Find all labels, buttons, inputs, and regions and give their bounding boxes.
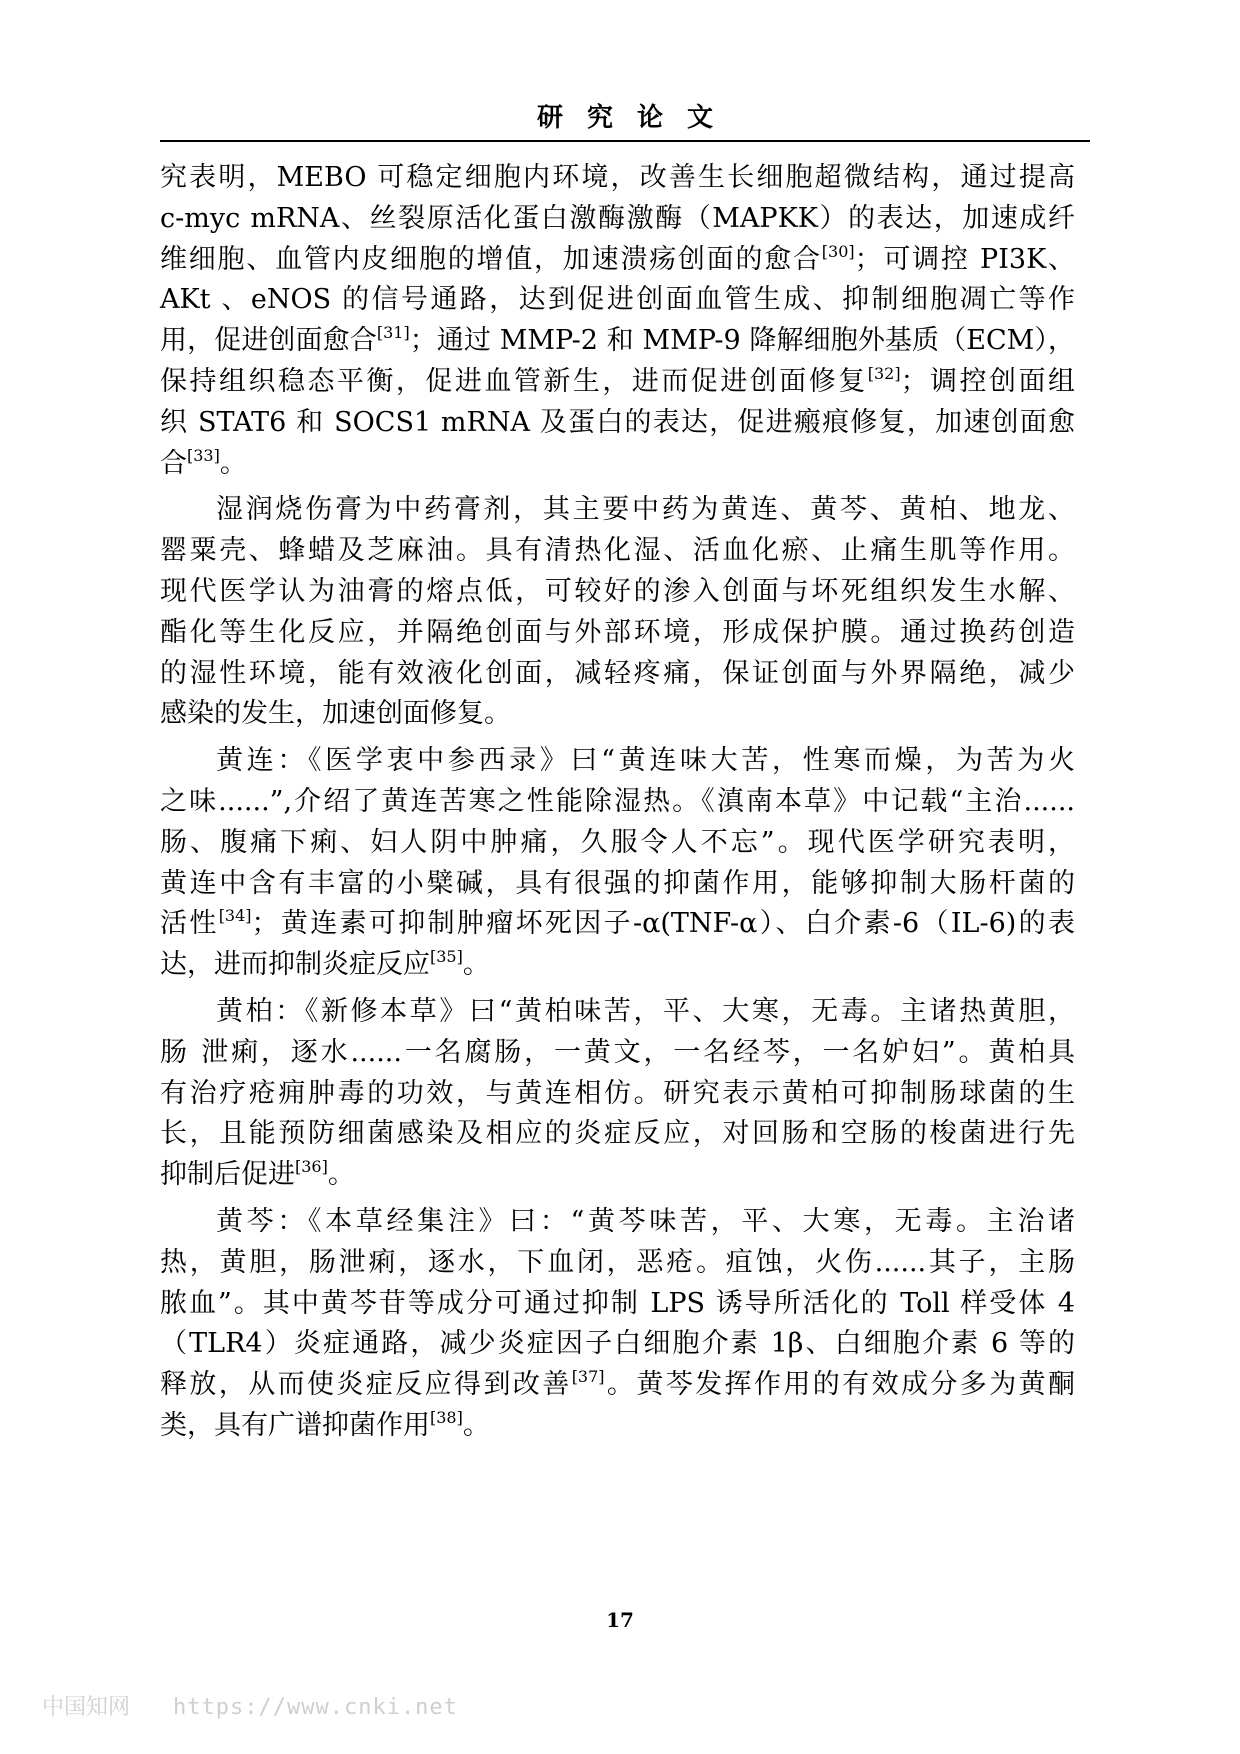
text-run: 感染的发生，加速创面修复。 (160, 698, 511, 730)
text-run: 。 (219, 447, 247, 479)
text-line (160, 782, 1075, 823)
text-line (160, 572, 1075, 613)
text-line (160, 1324, 1075, 1365)
text-run: 黄连：《医学衷中参西录》曰“黄连味大苦，性寒而燥，为苦为火 (216, 745, 1075, 777)
running-header-title: 研究论文 (536, 103, 737, 133)
text-line (160, 1365, 1075, 1406)
running-header (160, 98, 1090, 142)
text-run: 。 (462, 949, 490, 981)
text-run: 究表明，MEBO 可稳定细胞内环境，改善生长细胞超微结构，通过提高 (160, 162, 1075, 193)
text-run: ；可调控 PI3K、 (854, 243, 1076, 275)
text-run: 罂粟壳、蜂蜡及芝麻油。具有清热化湿、活血化瘀、止痛生肌等作用。 (160, 535, 1075, 567)
text-line (160, 240, 1075, 281)
citation-ref: [36] (295, 1157, 328, 1177)
text-run: 有治疗疮痈肿毒的功效，与黄连相仿。研究表示黄柏可抑制肠球菌的生 (160, 1077, 1075, 1109)
text-run: 热，黄胆，肠泄痢，逐水，下血闭，恶疮。疽蚀，火伤......其子，主肠 (160, 1246, 1075, 1278)
text-run: 用，促进创面愈合 (160, 325, 377, 357)
text-line (160, 1074, 1075, 1115)
text-run: 肠 泄痢，逐水......一名腐肠，一黄文，一名经芩，一名妒妇”。黄柏具 (160, 1036, 1075, 1068)
text-run: 湿润烧伤膏为中药膏剂，其主要中药为黄连、黄芩、黄柏、地龙、 (216, 494, 1075, 526)
text-run: 维细胞、血管内皮细胞的增值，加速溃疡创面的愈合 (160, 243, 822, 275)
text-run: 类，具有广谱抑菌作用 (160, 1409, 430, 1441)
text-run: 的湿性环境，能有效液化创面，减轻疼痛，保证创面与外界隔绝，减少 (160, 657, 1075, 689)
text-line (160, 694, 1075, 735)
watermark-brand: 中国知网 (42, 1695, 131, 1720)
text-run: 之味......”,介绍了黄连苦寒之性能除湿热。《滇南本草》中记载“主治...... (160, 785, 1075, 817)
watermark-url: https://www.cnki.net (173, 1695, 458, 1720)
text-line (160, 158, 1075, 199)
text-line (160, 654, 1075, 695)
text-run: 活性 (160, 908, 219, 940)
paragraph (160, 992, 1075, 1196)
text-run: 黄芩：《本草经集注》曰：“黄芩味苦，平、大寒，无毒。主治诸 (216, 1205, 1075, 1237)
text-run: 现代医学认为油膏的熔点低，可较好的渗入创面与坏死组织发生水解、 (160, 575, 1075, 607)
text-line (160, 945, 1075, 986)
paragraph (160, 1202, 1075, 1447)
citation-ref: [31] (376, 323, 410, 343)
text-run: 。 (327, 1159, 355, 1191)
text-run: 释放，从而使炎症反应得到改善 (160, 1369, 572, 1401)
text-run: 抑制后促进 (160, 1159, 295, 1191)
text-run: 保持组织稳态平衡，促进血管新生，进而促进创面修复 (160, 365, 868, 397)
text-line (160, 444, 1075, 485)
citation-ref: [30] (821, 241, 855, 261)
text-run: 脓血”。其中黄芩苷等成分可通过抑制 LPS 诱导所活化的 Toll 样受体 4 (160, 1287, 1075, 1319)
text-line (160, 199, 1075, 240)
text-run: 酯化等生化反应，并隔绝创面与外部环境，形成保护膜。通过换药创造 (160, 616, 1075, 648)
text-run: 肠、腹痛下痢、妇人阴中肿痛，久服令人不忘”。现代医学研究表明， (160, 826, 1075, 858)
text-line (160, 1202, 1075, 1243)
paragraph (160, 158, 1075, 484)
text-run: 达，进而抑制炎症反应 (160, 949, 430, 981)
text-line (160, 613, 1075, 654)
text-line (160, 1114, 1075, 1155)
text-line (160, 321, 1075, 362)
text-line (160, 741, 1075, 782)
text-run: 黄柏：《新修本草》曰“黄柏味苦，平、大寒，无毒。主诸热黄胆， (216, 995, 1075, 1027)
text-run: 合 (160, 447, 187, 479)
text-run: c-myc mRNA、丝裂原活化蛋白激酶激酶（MAPKK）的表达，加速成纤 (160, 202, 1075, 234)
paragraph (160, 741, 1075, 986)
citation-ref: [32] (867, 363, 901, 383)
text-line (160, 362, 1075, 403)
text-line (160, 823, 1075, 864)
text-line (160, 1284, 1075, 1325)
text-run: ；调控创面组 (900, 365, 1076, 397)
text-line (160, 1033, 1075, 1074)
text-run: 长，且能预防细菌感染及相应的炎症反应，对回肠和空肠的梭菌进行先 (160, 1118, 1075, 1150)
text-run: ；黄连素可抑制肿瘤坏死因子-α(TNF-α）、白介素-6（IL-6)的表 (251, 908, 1075, 940)
cnki-watermark (42, 1690, 458, 1721)
text-line (160, 490, 1075, 531)
text-line (160, 904, 1075, 945)
paragraph (160, 490, 1075, 735)
text-run: ；通过 MMP-2 和 MMP-9 降解细胞外基质（ECM）， (409, 325, 1075, 357)
text-line (160, 1243, 1075, 1284)
text-line (160, 992, 1075, 1033)
text-line (160, 531, 1075, 572)
text-line (160, 1155, 1075, 1196)
text-run: 。 (462, 1409, 490, 1441)
text-run: 黄连中含有丰富的小檗碱，具有很强的抑菌作用，能够抑制大肠杆菌的 (160, 867, 1075, 899)
text-line (160, 280, 1075, 321)
page-number: 17 (606, 1608, 634, 1632)
text-line (160, 864, 1075, 905)
citation-ref: [38] (430, 1407, 463, 1427)
citation-ref: [34] (218, 906, 252, 926)
text-line (160, 403, 1075, 444)
article-body (160, 158, 1075, 1447)
text-run: 。黄芩发挥作用的有效成分多为黄酮 (604, 1369, 1076, 1401)
text-run: 织 STAT6 和 SOCS1 mRNA 及蛋白的表达，促进瘢痕修复，加速创面愈 (160, 406, 1075, 438)
citation-ref: [33] (187, 445, 220, 465)
text-run: AKt 、eNOS 的信号通路，达到促进创面血管生成、抑制细胞凋亡等作 (160, 284, 1075, 316)
text-line (160, 1406, 1075, 1447)
citation-ref: [37] (571, 1367, 605, 1387)
citation-ref: [35] (430, 947, 463, 967)
text-run: （TLR4）炎症通路，减少炎症因子白细胞介素 1β、白细胞介素 6 等的 (160, 1328, 1075, 1360)
